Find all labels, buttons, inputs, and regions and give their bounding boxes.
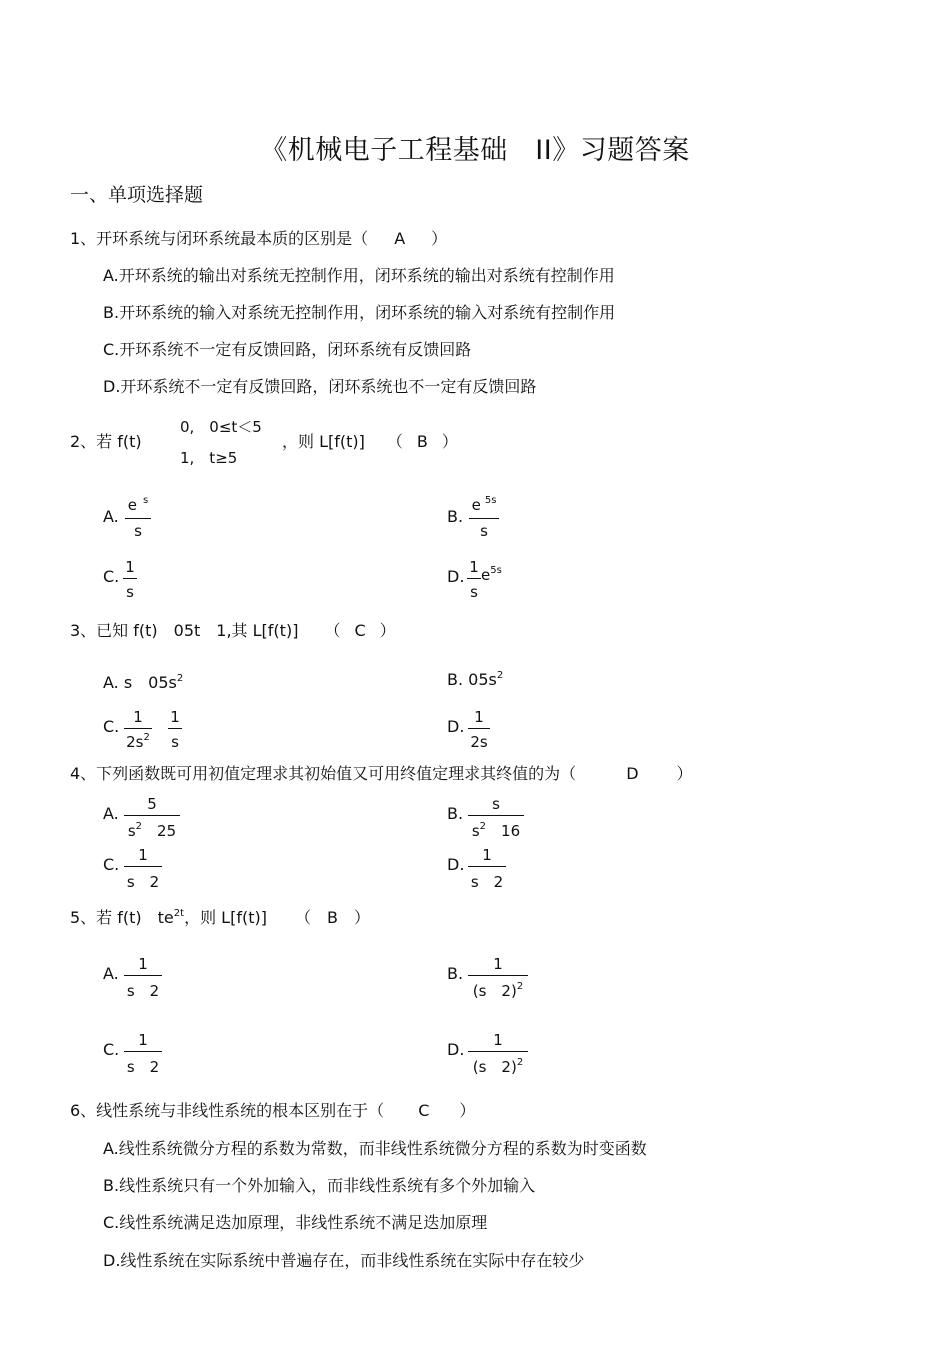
denominator: s 2	[126, 982, 160, 1000]
q3-option-c-fraction-2	[168, 708, 182, 754]
fraction-bar	[124, 975, 162, 976]
fraction-bar	[124, 1051, 162, 1052]
bracket-close: ）	[379, 621, 396, 640]
q5-option-d-fraction	[468, 1031, 528, 1077]
answer: D	[626, 764, 639, 783]
q4-option-a-fraction	[124, 795, 180, 841]
bracket-open: （	[324, 621, 341, 640]
numerator: 1	[138, 1031, 148, 1049]
q2-option-c-fraction	[123, 558, 137, 604]
q5-option-b-fraction	[468, 955, 528, 1001]
question-stem: 3、已知 f(t) 05t 1,其 L[f(t)]	[70, 621, 299, 640]
denominator: s 2	[470, 873, 504, 891]
denominator: $s^2$ 16	[471, 821, 521, 840]
q2-option-d-fraction	[467, 558, 481, 604]
denominator: (s 2)$^2$	[472, 1057, 524, 1076]
fraction-bar	[468, 975, 528, 976]
bracket-close: ）	[441, 432, 458, 451]
q5-option-d-label: D.	[447, 1040, 465, 1059]
denominator: $2s^2$	[126, 732, 150, 751]
denominator: 2s	[470, 733, 488, 751]
numerator: 1	[469, 558, 479, 576]
q3-option-d-label: D.	[447, 717, 465, 736]
q2-case-2: 1, t≥5	[180, 449, 238, 467]
q2-option-a-fraction	[125, 494, 151, 544]
question-stem: 4、下列函数既可用初值定理求其初始值又可用终值定理求其终值的为（	[70, 764, 577, 783]
q2-option-b-label: B.	[447, 507, 464, 526]
numerator: e $^s$	[127, 495, 149, 514]
numerator: 1	[125, 558, 135, 576]
bracket-close: ）	[459, 1101, 476, 1120]
q2-option-a-label: A.	[103, 507, 119, 526]
question-1	[70, 226, 447, 249]
q6-option-b: B.线性系统只有一个外加输入，而非线性系统有多个外加输入	[103, 1176, 536, 1195]
numerator: 1	[493, 1031, 503, 1049]
denominator: s 2	[126, 873, 160, 891]
fraction-bar	[468, 866, 506, 867]
q3-option-b: B. $05s^2$	[447, 670, 504, 689]
numerator: 1	[138, 846, 148, 864]
q4-option-b-label: B.	[447, 804, 464, 823]
q2-option-b-fraction	[469, 494, 499, 544]
q5-option-c-fraction	[124, 1031, 162, 1077]
denominator: s	[126, 583, 134, 601]
denominator: s	[134, 522, 142, 540]
denominator: s	[171, 733, 179, 751]
question-2-stem: 2、若 f(t)	[70, 432, 142, 451]
question-4	[70, 761, 693, 784]
question-5	[70, 905, 370, 928]
question-stem: 6、线性系统与非线性系统的根本区别在于（	[70, 1101, 385, 1120]
q4-option-d-label: D.	[447, 855, 465, 874]
page-title: 《机械电子工程基础 II》习题答案	[260, 135, 690, 166]
q6-option-d: D.线性系统在实际系统中普遍存在，而非线性系统在实际中存在较少	[103, 1251, 585, 1270]
q2-then-text: ，则 L[f(t)]	[282, 432, 365, 451]
fraction-bar	[468, 1051, 528, 1052]
q2-case-1: 0, 0≤t＜5	[180, 418, 262, 436]
question-stem: 5、若 f(t) te	[70, 908, 174, 927]
denominator: s	[480, 522, 488, 540]
q4-option-a-label: A.	[103, 804, 119, 823]
q3-option-c-label: C.	[103, 717, 120, 736]
fraction-bar	[123, 578, 137, 579]
bracket-close: ）	[353, 908, 370, 927]
exponent: 2t	[173, 908, 185, 919]
denominator: s	[470, 583, 478, 601]
q5-option-a-label: A.	[103, 964, 119, 983]
q2-then	[282, 429, 458, 452]
numerator: 1	[133, 708, 143, 726]
answer: C	[418, 1101, 430, 1120]
q4-option-d-fraction	[468, 846, 506, 892]
bracket-close: ）	[431, 229, 448, 248]
numerator: 1	[474, 708, 484, 726]
bracket-open: （	[294, 908, 311, 927]
numerator: 5	[147, 795, 157, 813]
denominator: (s 2)$^2$	[472, 981, 524, 1000]
fraction-bar	[124, 866, 162, 867]
numerator: s	[492, 795, 500, 813]
fraction-bar	[124, 728, 152, 729]
answer: B	[416, 432, 428, 451]
q6-option-c: C.线性系统满足迭加原理，非线性系统不满足迭加原理	[103, 1213, 488, 1232]
numerator: 1	[482, 846, 492, 864]
question-6	[70, 1098, 475, 1121]
q2-option-c-label: C.	[103, 567, 120, 586]
fraction-bar	[124, 815, 180, 816]
numerator: 1	[138, 955, 148, 973]
fraction-bar	[469, 518, 499, 519]
q5-option-c-label: C.	[103, 1040, 120, 1059]
answer: C	[354, 621, 366, 640]
numerator: 1	[493, 955, 503, 973]
q6-option-a: A.线性系统微分方程的系数为常数，而非线性系统微分方程的系数为时变函数	[103, 1139, 647, 1158]
q1-option-b: B.开环系统的输入对系统无控制作用，闭环系统的输入对系统有控制作用	[103, 303, 616, 322]
q2-option-d-label: D.	[447, 567, 465, 586]
fraction-bar	[125, 518, 151, 519]
fraction-bar	[168, 728, 182, 729]
answer: A	[394, 229, 406, 248]
fraction-bar	[468, 728, 490, 729]
q3-option-a: A. s $05s^2$	[103, 673, 184, 692]
question-3	[70, 618, 396, 641]
q1-option-c: C.开环系统不一定有反馈回路，闭环系统有反馈回路	[103, 340, 472, 359]
q4-option-c-fraction	[124, 846, 162, 892]
q2-option-d-exp: $e^{5s}$	[481, 565, 502, 584]
q4-option-b-fraction	[468, 795, 524, 841]
question-stem: 1、开环系统与闭环系统最本质的区别是（	[70, 229, 369, 248]
q4-option-c-label: C.	[103, 855, 120, 874]
q5-then: ，则 L[f(t)]	[184, 908, 267, 927]
denominator: $s^2$ 25	[127, 821, 177, 840]
q3-option-d-fraction	[468, 708, 490, 754]
bracket-close: ）	[676, 764, 693, 783]
numerator: e $^{5s}$	[471, 495, 497, 514]
bracket-open: （	[386, 432, 403, 451]
answer: B	[326, 908, 338, 927]
numerator: 1	[170, 708, 180, 726]
q1-option-a: A.开环系统的输出对系统无控制作用，闭环系统的输出对系统有控制作用	[103, 266, 615, 285]
denominator: s 2	[126, 1058, 160, 1076]
q5-option-b-label: B.	[447, 964, 464, 983]
q1-option-d: D.开环系统不一定有反馈回路，闭环系统也不一定有反馈回路	[103, 377, 537, 396]
section-heading: 一、单项选择题	[70, 184, 204, 206]
q5-option-a-fraction	[124, 955, 162, 1001]
fraction-bar	[467, 578, 481, 579]
q3-option-c-fraction-1	[124, 708, 152, 754]
fraction-bar	[468, 815, 524, 816]
